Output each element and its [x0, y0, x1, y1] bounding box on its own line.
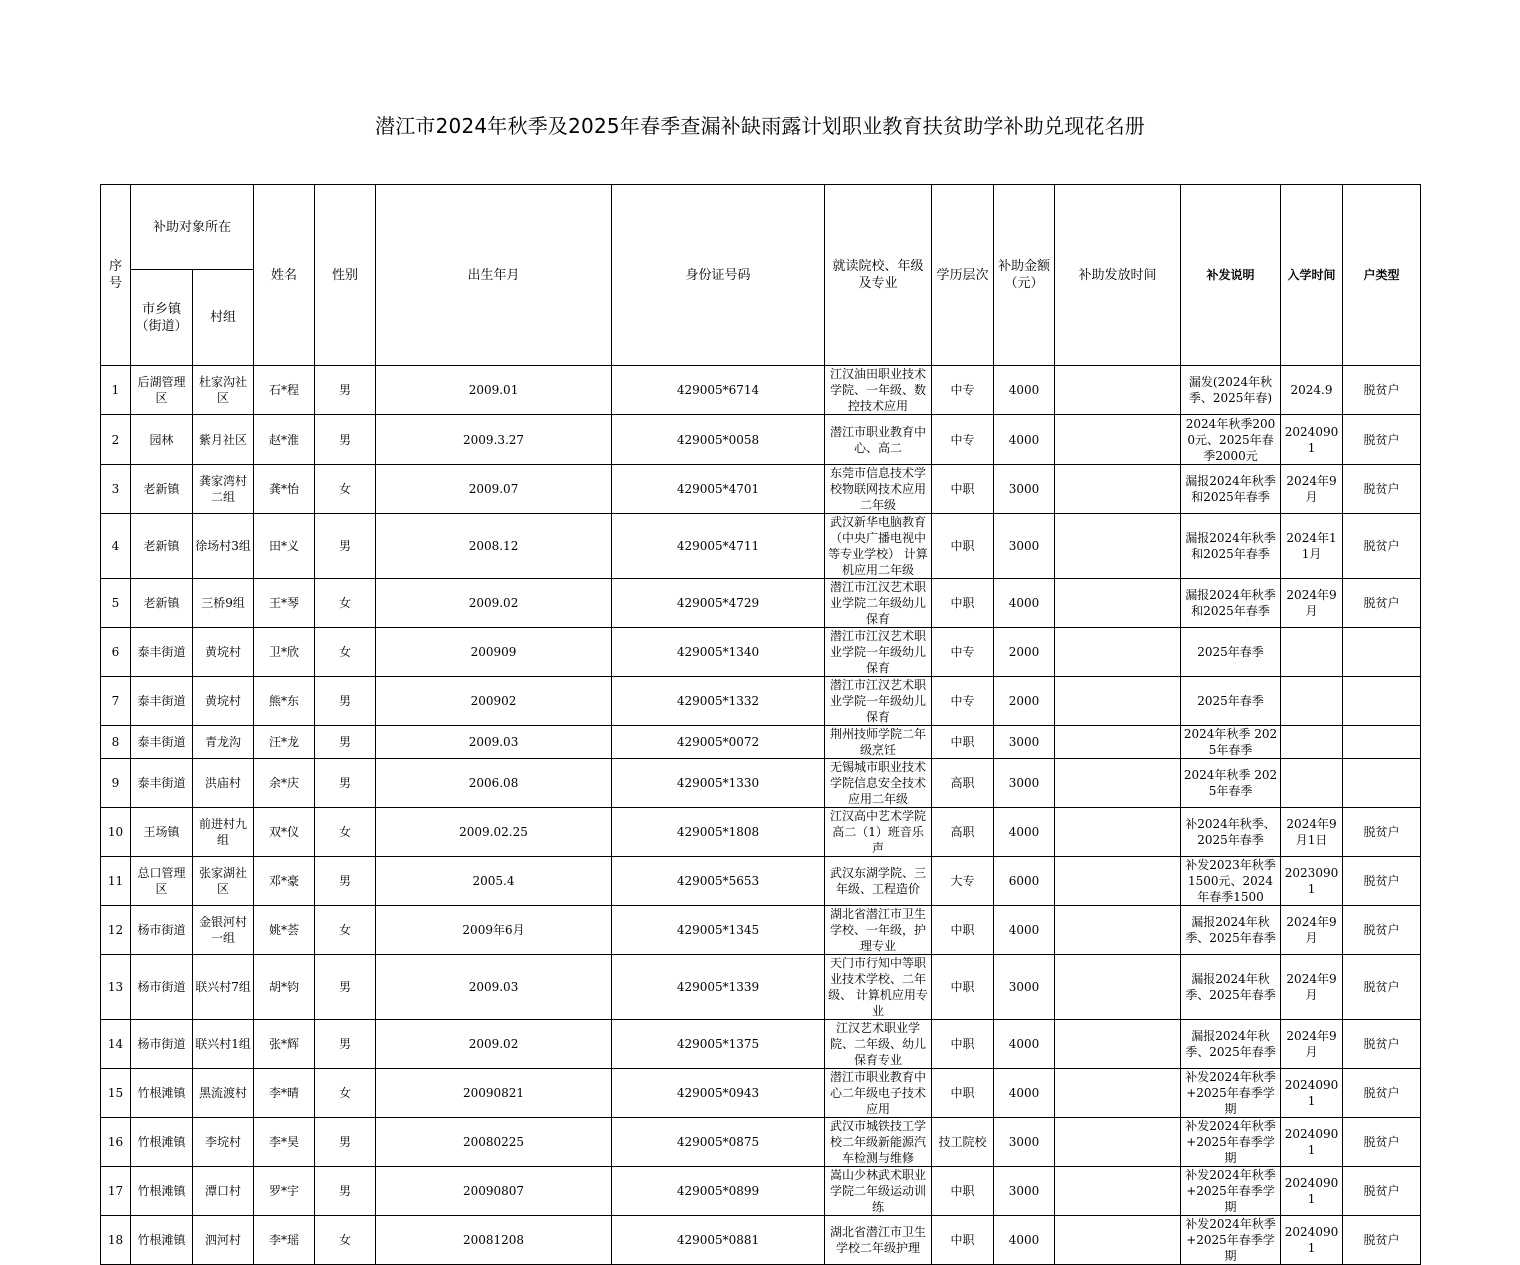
cell-edu: 中专 — [932, 677, 994, 726]
cell-note: 补发2023年秋季1500元、2024年春季1500 — [1181, 857, 1281, 906]
cell-village: 金银河村一组 — [193, 906, 254, 955]
cell-note: 漏报2024年秋季和2025年春季 — [1181, 579, 1281, 628]
cell-note: 漏报2024年秋季和2025年春季 — [1181, 465, 1281, 514]
header-seq: 序号 — [101, 185, 131, 366]
cell-name: 余*庆 — [254, 759, 315, 808]
cell-name: 田*义 — [254, 514, 315, 579]
cell-town: 杨市街道 — [131, 1020, 193, 1069]
cell-seq: 5 — [101, 579, 131, 628]
cell-pay-time — [1055, 366, 1181, 415]
table-row — [101, 366, 1421, 415]
cell-household — [1343, 628, 1421, 677]
cell-amount: 3000 — [994, 514, 1055, 579]
cell-note: 补发2024年秋季+2025年春季学期 — [1181, 1118, 1281, 1167]
cell-edu: 技工院校 — [932, 1118, 994, 1167]
cell-village: 黑流渡村 — [193, 1069, 254, 1118]
table-row — [101, 415, 1421, 465]
cell-seq: 8 — [101, 726, 131, 759]
cell-town: 竹根滩镇 — [131, 1216, 193, 1265]
cell-gender: 男 — [315, 726, 376, 759]
table-row — [101, 1118, 1421, 1167]
cell-school: 武汉市城铁技工学校二年级新能源汽车检测与维修 — [825, 1118, 932, 1167]
header-pay-time: 补助发放时间 — [1055, 185, 1181, 366]
cell-village: 前进村九组 — [193, 808, 254, 857]
page-title: 潜江市2024年秋季及2025年春季查漏补缺雨露计划职业教育扶贫助学补助兑现花名册 — [375, 114, 1145, 138]
cell-amount: 3000 — [994, 1167, 1055, 1216]
cell-seq: 10 — [101, 808, 131, 857]
cell-note: 漏报2024年秋季、2025年春季 — [1181, 906, 1281, 955]
cell-enroll: 20240901 — [1281, 415, 1343, 465]
cell-amount: 4000 — [994, 1020, 1055, 1069]
cell-seq: 2 — [101, 415, 131, 465]
cell-pay-time — [1055, 579, 1181, 628]
table-row — [101, 1167, 1421, 1216]
header-town: 市乡镇（街道） — [131, 270, 193, 366]
cell-school: 潜江市职业教育中心二年级电子技术应用 — [825, 1069, 932, 1118]
table-row — [101, 514, 1421, 579]
cell-enroll — [1281, 759, 1343, 808]
cell-birth: 2009.02 — [376, 1020, 612, 1069]
cell-id: 429005*0881 — [612, 1216, 825, 1265]
cell-gender: 男 — [315, 1118, 376, 1167]
cell-seq: 13 — [101, 955, 131, 1020]
cell-enroll: 2024年9月1日 — [1281, 808, 1343, 857]
cell-village: 张家湖社区 — [193, 857, 254, 906]
cell-amount: 3000 — [994, 955, 1055, 1020]
cell-enroll: 2024年9月 — [1281, 465, 1343, 514]
table-row — [101, 677, 1421, 726]
cell-pay-time — [1055, 726, 1181, 759]
cell-seq: 4 — [101, 514, 131, 579]
cell-id: 429005*1340 — [612, 628, 825, 677]
cell-gender: 男 — [315, 1020, 376, 1069]
cell-id: 429005*0899 — [612, 1167, 825, 1216]
cell-name: 熊*东 — [254, 677, 315, 726]
cell-household: 脱贫户 — [1343, 857, 1421, 906]
cell-birth: 20080225 — [376, 1118, 612, 1167]
cell-note: 2024年秋季2000元、2025年春季2000元 — [1181, 415, 1281, 465]
cell-name: 邓*豪 — [254, 857, 315, 906]
cell-town: 老新镇 — [131, 514, 193, 579]
cell-amount: 4000 — [994, 366, 1055, 415]
cell-village: 黄垸村 — [193, 677, 254, 726]
cell-note: 漏报2024年秋季、2025年春季 — [1181, 1020, 1281, 1069]
cell-gender: 女 — [315, 808, 376, 857]
header-name: 姓名 — [254, 185, 315, 366]
cell-enroll: 2024.9 — [1281, 366, 1343, 415]
table-row — [101, 906, 1421, 955]
cell-amount: 6000 — [994, 857, 1055, 906]
table-row — [101, 1069, 1421, 1118]
cell-note: 2025年春季 — [1181, 628, 1281, 677]
cell-id: 429005*1375 — [612, 1020, 825, 1069]
table-row — [101, 1216, 1421, 1265]
cell-gender: 女 — [315, 906, 376, 955]
cell-enroll: 2024年9月 — [1281, 1020, 1343, 1069]
table-row — [101, 465, 1421, 514]
table-row — [101, 759, 1421, 808]
cell-school: 江汉高中艺术学院高二（1）班音乐声 — [825, 808, 932, 857]
cell-gender: 女 — [315, 1069, 376, 1118]
cell-id: 429005*4729 — [612, 579, 825, 628]
cell-pay-time — [1055, 955, 1181, 1020]
cell-gender: 男 — [315, 677, 376, 726]
cell-seq: 6 — [101, 628, 131, 677]
cell-household: 脱贫户 — [1343, 808, 1421, 857]
header-location-group: 补助对象所在 — [131, 185, 254, 270]
cell-enroll: 20240901 — [1281, 1069, 1343, 1118]
cell-edu: 高职 — [932, 808, 994, 857]
cell-school: 湖北省潜江市卫生学校二年级护理 — [825, 1216, 932, 1265]
cell-id: 429005*6714 — [612, 366, 825, 415]
cell-household: 脱贫户 — [1343, 415, 1421, 465]
cell-village: 洪庙村 — [193, 759, 254, 808]
cell-town: 杨市街道 — [131, 955, 193, 1020]
cell-town: 泰丰街道 — [131, 677, 193, 726]
cell-gender: 男 — [315, 759, 376, 808]
cell-town: 竹根滩镇 — [131, 1069, 193, 1118]
cell-birth: 2009.02.25 — [376, 808, 612, 857]
cell-edu: 中职 — [932, 726, 994, 759]
cell-seq: 3 — [101, 465, 131, 514]
cell-enroll — [1281, 726, 1343, 759]
cell-edu: 中专 — [932, 415, 994, 465]
cell-id: 429005*0943 — [612, 1069, 825, 1118]
cell-note: 补2024年秋季、2025年春季 — [1181, 808, 1281, 857]
header-edu: 学历层次 — [932, 185, 994, 366]
cell-id: 429005*1339 — [612, 955, 825, 1020]
cell-enroll: 20230901 — [1281, 857, 1343, 906]
cell-name: 李*昊 — [254, 1118, 315, 1167]
cell-note: 2025年春季 — [1181, 677, 1281, 726]
cell-school: 潜江市职业教育中心、高二 — [825, 415, 932, 465]
cell-household — [1343, 759, 1421, 808]
cell-amount: 2000 — [994, 677, 1055, 726]
cell-town: 老新镇 — [131, 579, 193, 628]
cell-amount: 4000 — [994, 1216, 1055, 1265]
cell-household: 脱贫户 — [1343, 1069, 1421, 1118]
cell-birth: 2009.01 — [376, 366, 612, 415]
header-note: 补发说明 — [1181, 185, 1281, 366]
cell-school: 潜江市江汉艺术职业学院一年级幼儿保育 — [825, 677, 932, 726]
cell-seq: 1 — [101, 366, 131, 415]
cell-edu: 中职 — [932, 465, 994, 514]
header-id: 身份证号码 — [612, 185, 825, 366]
cell-id: 429005*4711 — [612, 514, 825, 579]
header-enroll: 入学时间 — [1281, 185, 1343, 366]
header-school: 就读院校、年级及专业 — [825, 185, 932, 366]
cell-school: 嵩山少林武术职业学院二年级运动训练 — [825, 1167, 932, 1216]
table-row — [101, 1020, 1421, 1069]
cell-id: 429005*1330 — [612, 759, 825, 808]
cell-pay-time — [1055, 1118, 1181, 1167]
cell-gender: 男 — [315, 415, 376, 465]
cell-village: 紫月社区 — [193, 415, 254, 465]
cell-gender: 男 — [315, 514, 376, 579]
cell-household: 脱贫户 — [1343, 465, 1421, 514]
cell-town: 后湖管理区 — [131, 366, 193, 415]
cell-amount: 3000 — [994, 726, 1055, 759]
cell-school: 武汉东湖学院、三年级、工程造价 — [825, 857, 932, 906]
cell-seq: 7 — [101, 677, 131, 726]
header-amount: 补助金额（元） — [994, 185, 1055, 366]
cell-name: 汪*龙 — [254, 726, 315, 759]
cell-village: 徐场村3组 — [193, 514, 254, 579]
cell-household: 脱贫户 — [1343, 1118, 1421, 1167]
cell-amount: 4000 — [994, 415, 1055, 465]
cell-edu: 中职 — [932, 579, 994, 628]
cell-gender: 男 — [315, 955, 376, 1020]
cell-note: 2024年秋季 2025年春季 — [1181, 726, 1281, 759]
cell-amount: 3000 — [994, 759, 1055, 808]
header-gender: 性别 — [315, 185, 376, 366]
subsidy-table — [100, 184, 1421, 1265]
cell-note: 漏报2024年秋季、2025年春季 — [1181, 955, 1281, 1020]
cell-pay-time — [1055, 514, 1181, 579]
cell-gender: 女 — [315, 628, 376, 677]
cell-town: 泰丰街道 — [131, 628, 193, 677]
cell-birth: 2006.08 — [376, 759, 612, 808]
table-row — [101, 628, 1421, 677]
cell-pay-time — [1055, 628, 1181, 677]
cell-birth: 2009.3.27 — [376, 415, 612, 465]
cell-pay-time — [1055, 415, 1181, 465]
cell-seq: 16 — [101, 1118, 131, 1167]
cell-pay-time — [1055, 677, 1181, 726]
cell-school: 天门市行知中等职业技术学校、二年级、 计算机应用专业 — [825, 955, 932, 1020]
cell-id: 429005*1332 — [612, 677, 825, 726]
cell-seq: 12 — [101, 906, 131, 955]
cell-village: 泗河村 — [193, 1216, 254, 1265]
cell-enroll: 2024年9月 — [1281, 579, 1343, 628]
cell-amount: 2000 — [994, 628, 1055, 677]
cell-seq: 17 — [101, 1167, 131, 1216]
cell-birth: 2009.07 — [376, 465, 612, 514]
cell-edu: 大专 — [932, 857, 994, 906]
cell-enroll — [1281, 628, 1343, 677]
cell-amount: 4000 — [994, 1069, 1055, 1118]
cell-enroll: 20240901 — [1281, 1216, 1343, 1265]
cell-enroll: 20240901 — [1281, 1167, 1343, 1216]
cell-enroll: 2024年9月 — [1281, 906, 1343, 955]
cell-name: 王*琴 — [254, 579, 315, 628]
cell-town: 总口管理区 — [131, 857, 193, 906]
table-row — [101, 579, 1421, 628]
cell-pay-time — [1055, 906, 1181, 955]
cell-household: 脱贫户 — [1343, 955, 1421, 1020]
cell-name: 罗*宇 — [254, 1167, 315, 1216]
cell-edu: 中专 — [932, 366, 994, 415]
cell-school: 潜江市江汉艺术职业学院一年级幼儿保育 — [825, 628, 932, 677]
cell-amount: 4000 — [994, 906, 1055, 955]
cell-birth: 2009年6月 — [376, 906, 612, 955]
cell-town: 杨市街道 — [131, 906, 193, 955]
cell-edu: 中职 — [932, 1216, 994, 1265]
cell-birth: 2005.4 — [376, 857, 612, 906]
cell-edu: 中职 — [932, 1069, 994, 1118]
cell-school: 东莞市信息技术学校物联网技术应用二年级 — [825, 465, 932, 514]
cell-enroll — [1281, 677, 1343, 726]
cell-enroll: 2024年11月 — [1281, 514, 1343, 579]
cell-edu: 中职 — [932, 906, 994, 955]
cell-id: 429005*0875 — [612, 1118, 825, 1167]
cell-pay-time — [1055, 808, 1181, 857]
cell-note: 补发2024年秋季+2025年春季学期 — [1181, 1216, 1281, 1265]
cell-village: 联兴村7组 — [193, 955, 254, 1020]
cell-name: 双*仪 — [254, 808, 315, 857]
cell-village: 龚家湾村二组 — [193, 465, 254, 514]
cell-seq: 15 — [101, 1069, 131, 1118]
table-row — [101, 955, 1421, 1020]
cell-school: 江汉艺术职业学院、二年级、幼儿保育专业 — [825, 1020, 932, 1069]
cell-name: 姚*荟 — [254, 906, 315, 955]
table-row — [101, 808, 1421, 857]
cell-amount: 3000 — [994, 1118, 1055, 1167]
cell-pay-time — [1055, 759, 1181, 808]
cell-gender: 男 — [315, 1167, 376, 1216]
cell-edu: 中职 — [932, 514, 994, 579]
cell-amount: 4000 — [994, 579, 1055, 628]
cell-edu: 中职 — [932, 1020, 994, 1069]
cell-pay-time — [1055, 1167, 1181, 1216]
cell-school: 江汉油田职业技术学院、一年级、数控技术应用 — [825, 366, 932, 415]
cell-birth: 20081208 — [376, 1216, 612, 1265]
cell-village: 联兴村1组 — [193, 1020, 254, 1069]
cell-pay-time — [1055, 857, 1181, 906]
cell-seq: 18 — [101, 1216, 131, 1265]
cell-birth: 2009.03 — [376, 726, 612, 759]
cell-edu: 高职 — [932, 759, 994, 808]
cell-town: 竹根滩镇 — [131, 1167, 193, 1216]
cell-enroll: 2024年9月 — [1281, 955, 1343, 1020]
cell-id: 429005*4701 — [612, 465, 825, 514]
header-household: 户类型 — [1343, 185, 1421, 366]
cell-household: 脱贫户 — [1343, 366, 1421, 415]
cell-birth: 2008.12 — [376, 514, 612, 579]
cell-name: 李*瑶 — [254, 1216, 315, 1265]
cell-household — [1343, 726, 1421, 759]
cell-birth: 2009.03 — [376, 955, 612, 1020]
cell-village: 三桥9组 — [193, 579, 254, 628]
cell-village: 杜家沟社区 — [193, 366, 254, 415]
cell-town: 泰丰街道 — [131, 726, 193, 759]
cell-household: 脱贫户 — [1343, 579, 1421, 628]
cell-town: 王场镇 — [131, 808, 193, 857]
cell-amount: 4000 — [994, 808, 1055, 857]
cell-seq: 9 — [101, 759, 131, 808]
header-birth: 出生年月 — [376, 185, 612, 366]
cell-town: 竹根滩镇 — [131, 1118, 193, 1167]
cell-gender: 男 — [315, 366, 376, 415]
cell-name: 李*晴 — [254, 1069, 315, 1118]
cell-school: 荆州技师学院二年级烹饪 — [825, 726, 932, 759]
cell-note: 补发2024年秋季+2025年春季学期 — [1181, 1167, 1281, 1216]
table-row — [101, 857, 1421, 906]
cell-pay-time — [1055, 1020, 1181, 1069]
cell-village: 青龙沟 — [193, 726, 254, 759]
cell-name: 赵*淮 — [254, 415, 315, 465]
cell-id: 429005*5653 — [612, 857, 825, 906]
cell-name: 龚*怡 — [254, 465, 315, 514]
cell-note: 漏发(2024年秋季、2025年春) — [1181, 366, 1281, 415]
header-village: 村组 — [193, 270, 254, 366]
cell-town: 老新镇 — [131, 465, 193, 514]
cell-birth: 200909 — [376, 628, 612, 677]
cell-seq: 14 — [101, 1020, 131, 1069]
cell-household: 脱贫户 — [1343, 1167, 1421, 1216]
cell-name: 石*程 — [254, 366, 315, 415]
cell-pay-time — [1055, 1216, 1181, 1265]
table-row — [101, 726, 1421, 759]
cell-id: 429005*1345 — [612, 906, 825, 955]
cell-enroll: 20240901 — [1281, 1118, 1343, 1167]
cell-town: 泰丰街道 — [131, 759, 193, 808]
cell-amount: 3000 — [994, 465, 1055, 514]
cell-gender: 女 — [315, 579, 376, 628]
cell-edu: 中职 — [932, 955, 994, 1020]
cell-name: 卫*欣 — [254, 628, 315, 677]
cell-note: 2024年秋季 2025年春季 — [1181, 759, 1281, 808]
cell-village: 黄垸村 — [193, 628, 254, 677]
cell-gender: 男 — [315, 857, 376, 906]
cell-pay-time — [1055, 1069, 1181, 1118]
cell-id: 429005*1808 — [612, 808, 825, 857]
cell-school: 湖北省潜江市卫生学校、一年级，护理专业 — [825, 906, 932, 955]
cell-id: 429005*0058 — [612, 415, 825, 465]
cell-birth: 2009.02 — [376, 579, 612, 628]
cell-school: 武汉新华电脑教育（中央广播电视中等专业学校） 计算机应用二年级 — [825, 514, 932, 579]
cell-seq: 11 — [101, 857, 131, 906]
cell-gender: 女 — [315, 1216, 376, 1265]
cell-id: 429005*0072 — [612, 726, 825, 759]
cell-school: 潜江市江汉艺术职业学院二年级幼儿保育 — [825, 579, 932, 628]
cell-name: 胡*钧 — [254, 955, 315, 1020]
cell-household: 脱贫户 — [1343, 906, 1421, 955]
cell-pay-time — [1055, 465, 1181, 514]
cell-household — [1343, 677, 1421, 726]
cell-village: 潭口村 — [193, 1167, 254, 1216]
cell-gender: 女 — [315, 465, 376, 514]
cell-village: 李垸村 — [193, 1118, 254, 1167]
cell-edu: 中专 — [932, 628, 994, 677]
cell-note: 漏报2024年秋季和2025年春季 — [1181, 514, 1281, 579]
cell-birth: 20090821 — [376, 1069, 612, 1118]
cell-school: 无锡城市职业技术学院信息安全技术应用二年级 — [825, 759, 932, 808]
cell-household: 脱贫户 — [1343, 1020, 1421, 1069]
cell-birth: 200902 — [376, 677, 612, 726]
cell-edu: 中职 — [932, 1167, 994, 1216]
cell-household: 脱贫户 — [1343, 1216, 1421, 1265]
cell-note: 补发2024年秋季+2025年春季学期 — [1181, 1069, 1281, 1118]
cell-birth: 20090807 — [376, 1167, 612, 1216]
cell-name: 张*辉 — [254, 1020, 315, 1069]
cell-town: 园林 — [131, 415, 193, 465]
cell-household: 脱贫户 — [1343, 514, 1421, 579]
